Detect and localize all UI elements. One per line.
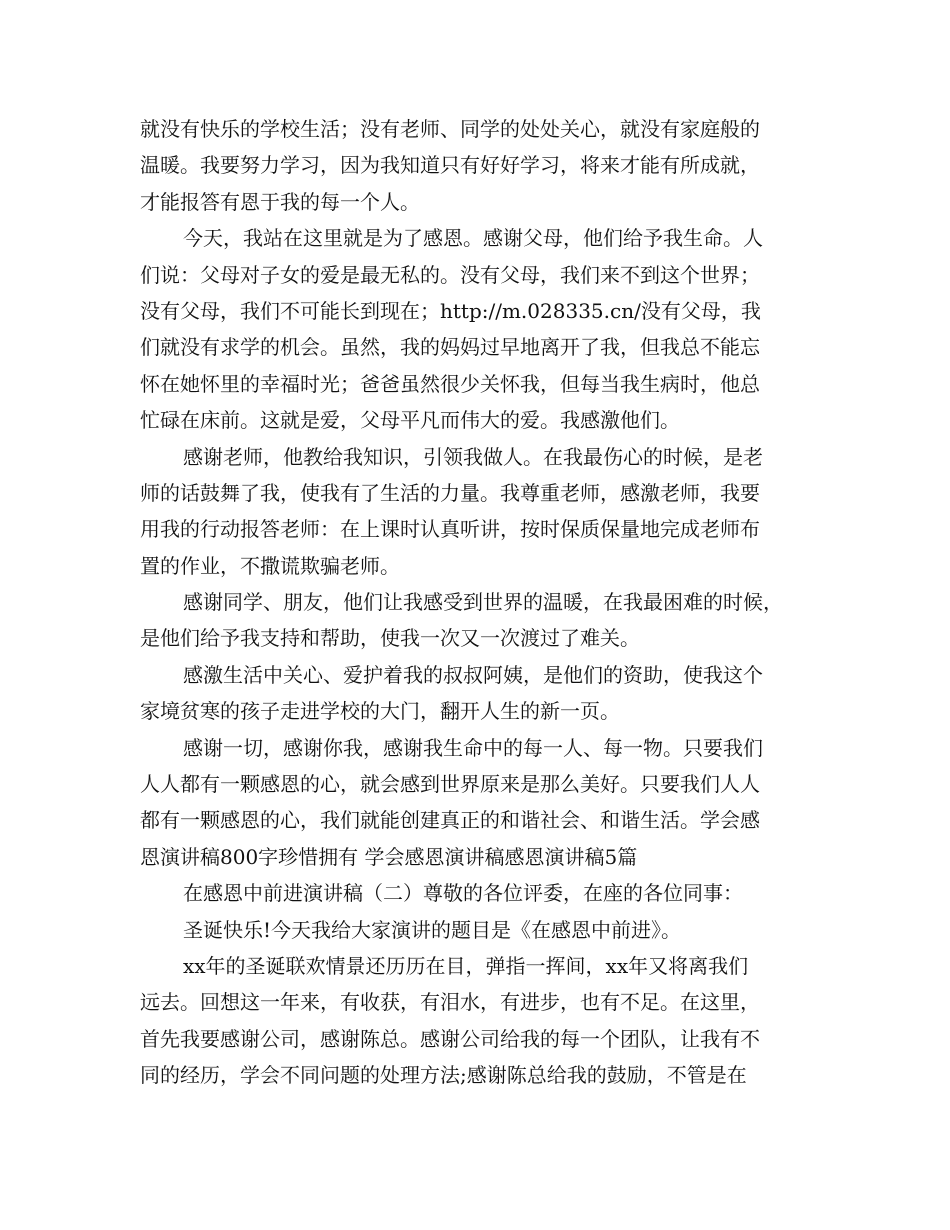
text-line: 人人都有一颗感恩的心，就会感到世界原来是那么美好。只要我们人人: [140, 772, 760, 797]
text-line: 就没有快乐的学校生活；没有老师、同学的处处关心，就没有家庭般的: [140, 117, 760, 141]
text-line: 才能报答有恩于我的每一个人。: [140, 189, 420, 214]
text-line: 感谢同学、朋友，他们让我感受到世界的温暖，在我最困难的时候，: [183, 590, 783, 615]
text-line: 家境贫寒的孩子走进学校的大门，翻开人生的新一页。: [140, 699, 620, 724]
text-line: 今天，我站在这里就是为了感恩。感谢父母，他们给予我生命。人: [183, 226, 763, 251]
text-line: 感谢老师，他教给我知识，引领我做人。在我最伤心的时候，是老: [183, 444, 763, 469]
text-line: 是他们给予我支持和帮助，使我一次又一次渡过了难关。: [140, 626, 640, 651]
text-line: 首先我要感谢公司，感谢陈总。感谢公司给我的每一个团队，让我有不: [140, 1026, 760, 1051]
text-line: 忙碌在床前。这就是爱，父母平凡而伟大的爱。我感激他们。: [140, 408, 680, 433]
text-line: 用我的行动报答老师：在上课时认真听讲，按时保质保量地完成老师布: [140, 517, 760, 542]
text-line: 恩演讲稿800字珍惜拥有 学会感恩演讲稿感恩演讲稿5篇: [140, 844, 638, 869]
document-body: [140, 111, 830, 1094]
text-line: 远去。回想这一年来，有收获，有泪水，有进步，也有不足。在这里，: [140, 990, 760, 1015]
text-line: 感激生活中关心、爱护着我的叔叔阿姨，是他们的资助，使我这个: [183, 662, 763, 687]
text-line: 们说：父母对子女的爱是最无私的。没有父母，我们来不到这个世界；: [140, 262, 760, 287]
text-line: xx年的圣诞联欢情景还历历在目，弹指一挥间，xx年又将离我们: [183, 953, 749, 978]
text-line: 圣诞快乐!今天我给大家演讲的题目是《在感恩中前进》。: [183, 917, 682, 942]
text-line: 在感恩中前进演讲稿（二）尊敬的各位评委，在座的各位同事：: [183, 881, 743, 906]
text-line: 怀在她怀里的幸福时光；爸爸虽然很少关怀我，但每当我生病时，他总: [140, 371, 760, 396]
text-line: 温暖。我要努力学习，因为我知道只有好好学习，将来才能有所成就，: [140, 153, 760, 178]
text-line: 没有父母，我们不可能长到现在；http://m.028335.cn/没有父母，我: [140, 298, 761, 323]
text-line: 师的话鼓舞了我，使我有了生活的力量。我尊重老师，感激老师，我要: [140, 480, 760, 505]
text-line: 置的作业，不撒谎欺骗老师。: [140, 553, 400, 578]
text-line: 感谢一切，感谢你我，感谢我生命中的每一人、每一物。只要我们: [183, 735, 763, 760]
text-line: 们就没有求学的机会。虽然，我的妈妈过早地离开了我，但我总不能忘: [140, 335, 760, 360]
text-line: 都有一颗感恩的心，我们就能创建真正的和谐社会、和谐生活。学会感: [140, 808, 760, 833]
text-line: 同的经历，学会不同问题的处理方法;感谢陈总给我的鼓励，不管是在: [140, 1063, 747, 1088]
